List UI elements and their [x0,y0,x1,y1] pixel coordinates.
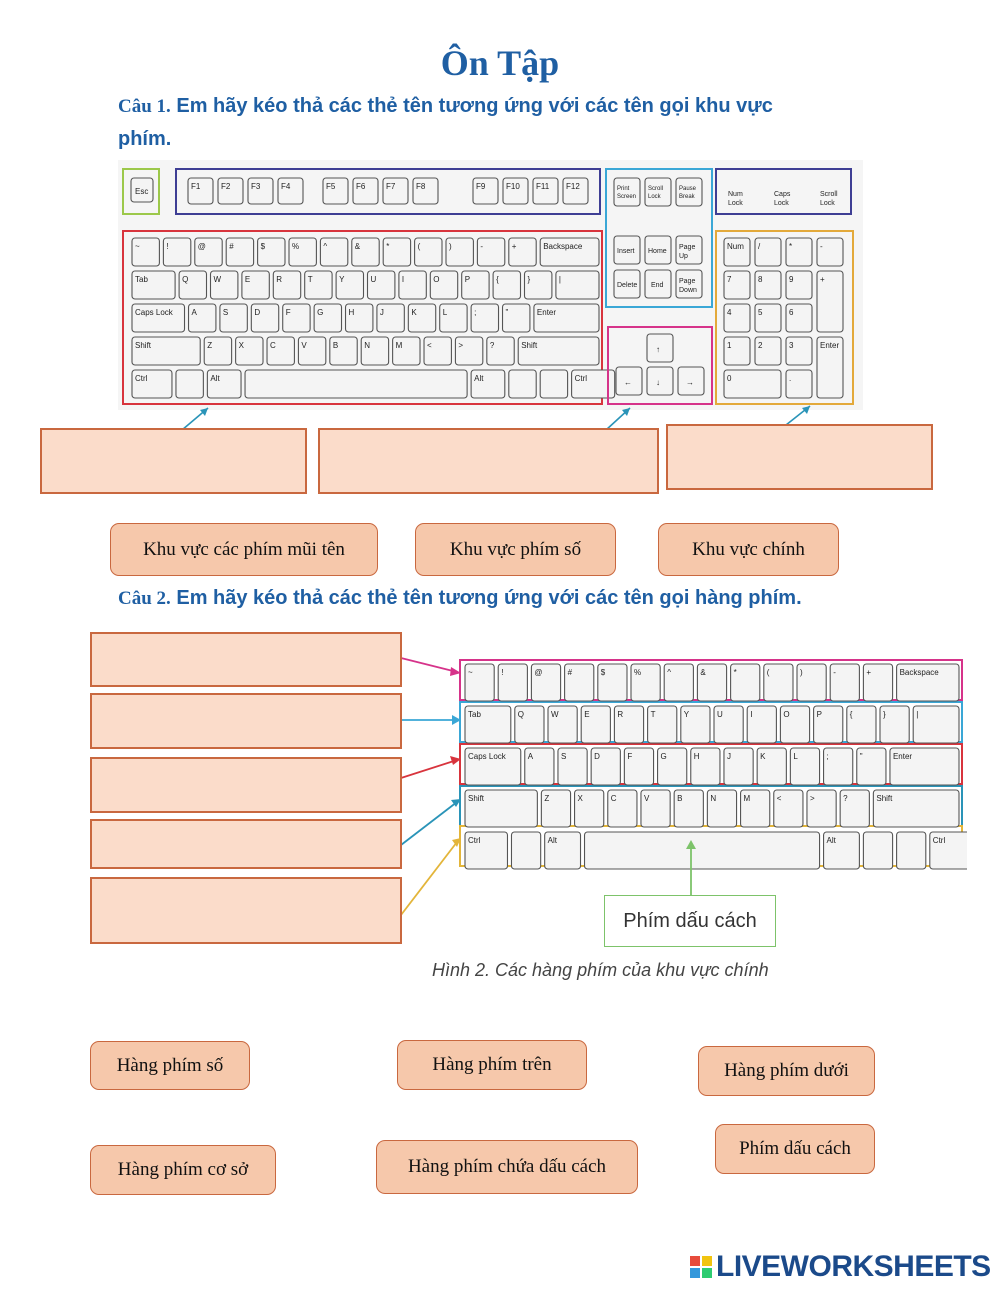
svg-text:Shift: Shift [521,341,538,350]
svg-text:Q: Q [517,710,525,719]
svg-text:Screen: Screen [617,194,637,200]
svg-text:0: 0 [727,374,732,383]
pointer-arrows-q2 [395,650,705,920]
svg-text:Y: Y [683,710,690,719]
svg-text:H: H [693,752,700,761]
svg-text:#: # [229,242,234,251]
svg-text:^: ^ [323,242,328,251]
svg-text:<: < [776,794,782,803]
svg-text:9: 9 [789,275,794,284]
svg-text:{: { [496,275,499,284]
svg-text:-: - [820,242,823,251]
svg-text:Shift: Shift [468,794,485,803]
svg-text:S: S [222,308,229,317]
svg-text:$: $ [600,668,606,677]
svg-text:G: G [660,752,667,761]
svg-text:D: D [254,308,261,317]
svg-text:U: U [717,710,723,719]
svg-text:": " [859,752,863,761]
card-arrow-keys-area[interactable]: Khu vực các phím mũi tên [110,523,378,576]
svg-text:Scroll: Scroll [820,191,838,198]
svg-text:+: + [866,668,872,677]
svg-text:Tab: Tab [135,275,148,284]
svg-text:B: B [332,341,339,350]
card-space-key[interactable]: Phím dấu cách [715,1124,875,1174]
svg-text:$: $ [260,242,266,251]
svg-text:I: I [750,710,753,719]
svg-text:-: - [833,668,836,677]
svg-text:*: * [789,242,793,251]
svg-text:→: → [686,378,694,387]
svg-text:L: L [793,752,798,761]
svg-text:#: # [567,668,573,677]
svg-text:-: - [480,242,484,251]
svg-text:~: ~ [135,242,140,251]
svg-text:X: X [577,794,583,803]
card-number-keys-area[interactable]: Khu vực phím số [415,523,616,576]
svg-text:Enter: Enter [820,341,840,350]
svg-text:Print: Print [617,186,630,192]
drop-zone-row-3[interactable] [90,757,402,813]
svg-text:Alt: Alt [210,374,220,383]
svg-text:Ctrl: Ctrl [468,836,481,845]
svg-text:Break: Break [679,194,695,200]
svg-text:4: 4 [727,308,732,317]
drop-zone-row-5[interactable] [90,877,402,944]
svg-text:&: & [354,242,361,251]
svg-text:*: * [733,668,737,677]
drop-zone-row-4[interactable] [90,819,402,869]
svg-text:Tab: Tab [468,710,481,719]
svg-text:(: ( [766,668,770,677]
svg-text:↑: ↑ [656,345,660,354]
svg-text:%: % [634,668,642,677]
svg-text:5: 5 [758,308,763,317]
question-1-number: Câu 1. [118,96,171,117]
svg-text:Backspace: Backspace [543,242,583,251]
svg-text:Down: Down [679,287,697,294]
svg-text:3: 3 [789,341,794,350]
svg-text:Enter: Enter [892,752,913,761]
svg-text:F1: F1 [191,182,201,191]
svg-text:B: B [677,794,683,803]
logo-mark-icon [690,1256,712,1278]
svg-text:F7: F7 [386,182,396,191]
question-2-text: Em hãy kéo thả các thẻ tên tương ứng với các tên gọi hàng phím. [170,587,802,609]
svg-text:Ctrl: Ctrl [135,374,148,383]
space-key-label: Phím dấu cách [604,895,776,947]
svg-text:Z: Z [544,794,550,803]
question-1 [118,90,773,155]
card-main-area[interactable]: Khu vực chính [658,523,839,576]
svg-text:Shift: Shift [135,341,152,350]
svg-text:F8: F8 [416,182,426,191]
svg-text:1: 1 [727,341,732,350]
svg-text:.: . [789,374,792,383]
svg-text:V: V [301,341,307,350]
keyboard-image-1 [118,160,863,410]
svg-text:&: & [700,668,706,677]
svg-text:F5: F5 [326,182,336,191]
svg-text:↓: ↓ [656,378,660,387]
question-2-number: Câu 2. [118,588,171,609]
svg-text:Scroll: Scroll [648,186,664,192]
svg-text:W: W [213,275,222,284]
drop-zone-row-2[interactable] [90,693,402,749]
drop-zone-main-area[interactable] [40,428,307,494]
svg-text:D: D [594,752,600,761]
svg-text:Page: Page [679,244,696,251]
svg-text:(: ( [417,242,421,251]
svg-text:K: K [760,752,766,761]
svg-text:Caps Lock: Caps Lock [135,308,173,317]
svg-text:7: 7 [727,275,732,284]
svg-text:Z: Z [207,341,213,350]
svg-text:Delete: Delete [617,282,638,289]
card-space-row[interactable]: Hàng phím chứa dấu cách [376,1140,638,1194]
svg-text:Enter: Enter [536,308,557,317]
card-top-row[interactable]: Hàng phím trên [397,1040,587,1090]
svg-text:V: V [643,794,650,803]
figure-caption: Hình 2. Các hàng phím của khu vực chính [432,960,769,980]
svg-text:): ) [449,242,452,251]
drop-zone-row-1[interactable] [90,632,402,687]
card-number-row[interactable]: Hàng phím số [90,1041,250,1090]
svg-text:Shift: Shift [876,794,893,803]
svg-text:~: ~ [468,668,473,677]
svg-text:Lock: Lock [648,194,661,200]
svg-text:2: 2 [758,341,763,350]
svg-text:F11: F11 [536,182,550,191]
svg-text:P: P [464,275,471,284]
svg-text:Insert: Insert [617,248,635,255]
svg-text:C: C [610,794,617,803]
svg-text:<: < [427,341,432,350]
svg-text:I: I [401,275,405,284]
card-home-row[interactable]: Hàng phím cơ sở [90,1145,276,1195]
svg-text:|: | [558,275,561,284]
card-bottom-row[interactable]: Hàng phím dưới [698,1046,875,1096]
page-title: Ôn Tập [440,43,560,83]
question-1-text: Em hãy kéo thả các thẻ tên tương ứng với các tên gọi khu vực [170,95,773,117]
svg-text:Caps: Caps [774,191,791,198]
svg-text:M: M [743,794,751,803]
svg-text:K: K [411,308,417,317]
svg-text:N: N [364,341,371,350]
svg-text:@: @ [197,242,206,251]
svg-text:M: M [395,341,403,350]
svg-text:?: ? [843,794,848,803]
question-1-text-line2: phím. [118,128,172,150]
svg-text:Q: Q [182,275,189,284]
svg-text:T: T [650,710,656,719]
svg-text:|: | [916,710,919,719]
svg-text:%: % [292,242,300,251]
svg-text:/: / [758,242,761,251]
svg-text:!: ! [166,242,169,251]
svg-text:}: } [883,710,886,719]
svg-text:J: J [726,752,731,761]
svg-text:E: E [584,710,590,719]
svg-text:H: H [348,308,355,317]
svg-text:F4: F4 [281,182,291,191]
svg-text:F12: F12 [566,182,580,191]
svg-text:Esc: Esc [135,187,149,196]
svg-text:O: O [433,275,440,284]
svg-text:Lock: Lock [774,200,789,207]
svg-text:": " [505,308,509,317]
liveworksheets-logo [690,1250,991,1284]
svg-text:P: P [816,710,822,719]
svg-text:Home: Home [648,248,667,255]
svg-text:Lock: Lock [728,200,743,207]
svg-text:T: T [307,275,313,284]
svg-text:F2: F2 [221,182,231,191]
svg-text:G: G [317,308,324,317]
svg-text:Alt: Alt [826,836,836,845]
svg-text:^: ^ [667,668,671,677]
svg-text:S: S [560,752,567,761]
svg-text:Backspace: Backspace [899,668,939,677]
svg-text:R: R [276,275,283,284]
svg-text:8: 8 [758,275,763,284]
svg-text:Lock: Lock [820,200,835,207]
svg-text:6: 6 [789,308,794,317]
svg-text:}: } [527,275,531,284]
svg-text:Ctrl: Ctrl [932,836,946,845]
svg-text:Y: Y [339,275,345,284]
svg-text:>: > [458,341,464,350]
svg-text:A: A [527,752,534,761]
drop-zone-arrow-area[interactable] [318,428,659,494]
svg-text:F6: F6 [356,182,366,191]
svg-text:W: W [551,710,559,719]
svg-text:N: N [710,794,717,803]
svg-text:;: ; [826,752,829,761]
svg-text:E: E [244,275,251,284]
svg-text:+: + [511,242,517,251]
svg-text:*: * [386,242,390,251]
svg-text:Up: Up [679,253,688,260]
svg-text:F: F [627,752,633,761]
svg-text:): ) [800,668,803,677]
svg-text:←: ← [624,378,632,387]
svg-text:J: J [379,308,384,317]
svg-text:Num: Num [727,242,744,251]
svg-text:+: + [820,275,825,284]
svg-text:F: F [285,308,291,317]
svg-text:Alt: Alt [474,374,484,383]
svg-text:A: A [191,308,197,317]
svg-text:Num: Num [728,191,743,198]
svg-text:L: L [442,308,448,317]
svg-text:R: R [617,710,624,719]
svg-text:>: > [809,794,815,803]
svg-text:Pause: Pause [679,186,697,192]
svg-text:End: End [651,282,664,289]
svg-text:@: @ [534,668,543,677]
svg-text:Caps Lock: Caps Lock [468,752,506,761]
svg-text:Alt: Alt [547,836,558,845]
svg-text:Page: Page [679,278,696,285]
svg-text:X: X [238,341,244,350]
question-2 [118,582,802,615]
svg-text:C: C [270,341,276,350]
svg-text:{: { [849,710,853,719]
svg-text:?: ? [489,341,495,350]
svg-text:;: ; [474,308,477,317]
svg-text:F9: F9 [476,182,486,191]
svg-text:F10: F10 [506,182,520,191]
drop-zone-numpad-area[interactable] [666,424,933,490]
svg-text:F3: F3 [251,182,261,191]
svg-text:O: O [783,710,790,719]
svg-text:U: U [370,275,377,284]
svg-text:!: ! [501,668,504,677]
logo-text: LIVEWORKSHEETS [716,1250,991,1283]
svg-text:Ctrl: Ctrl [574,374,588,383]
